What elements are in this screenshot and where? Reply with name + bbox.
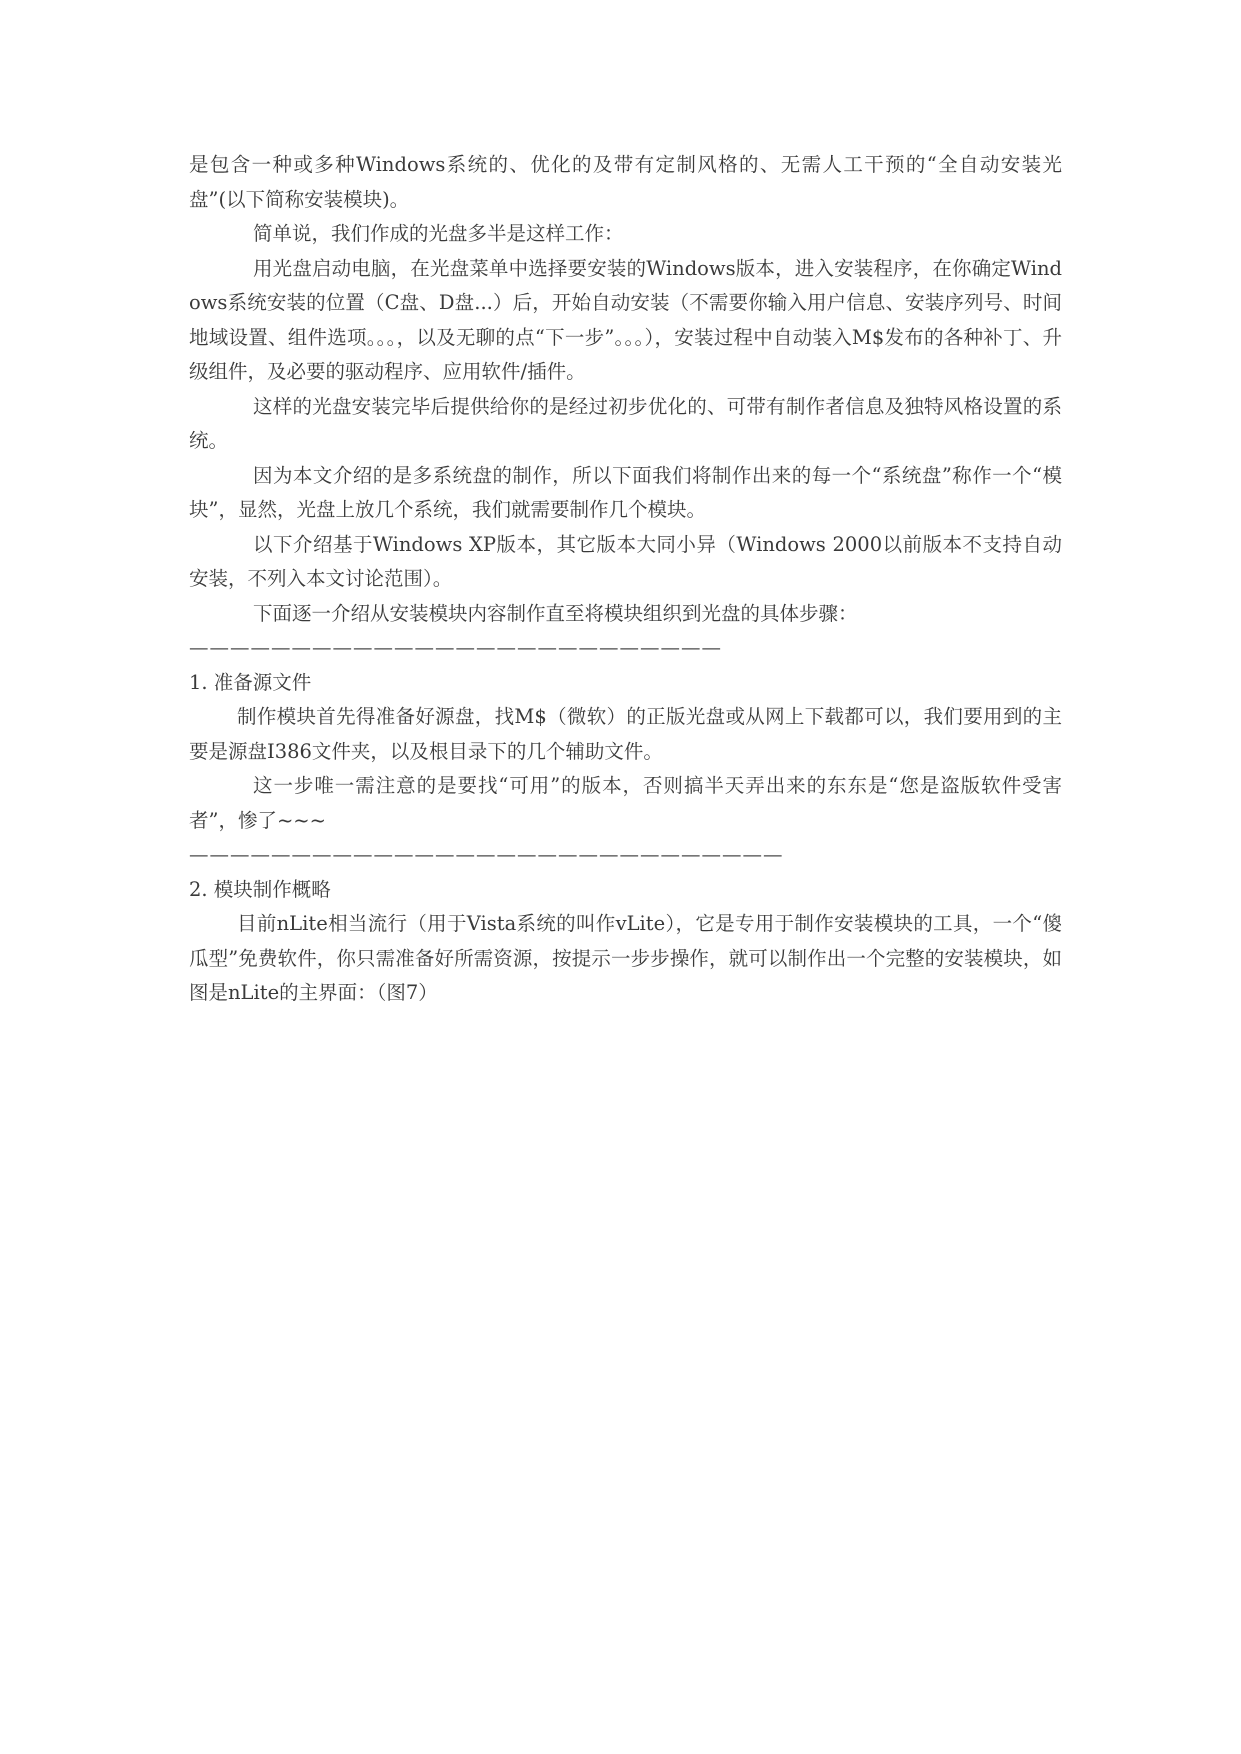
separator-line: —————————————————————————— (189, 636, 722, 659)
result-paragraph: 这样的光盘安装完毕后提供给你的是经过初步优化的、可带有制作者信息及独特风格设置的系统。 (189, 394, 1062, 452)
section-1-paragraph-source-disc: 制作模块首先得准备好源盘，找M$（微软）的正版光盘或从网上下载都可以，我们要用到的主要是源盘I386文件夹，以及根目录下的几个辅助文件。 (189, 705, 1062, 763)
workflow-paragraph: 用光盘启动电脑，在光盘菜单中选择要安装的Windows版本，进入安装程序，在你确定Windows系统安装的位置（C盘、D盘...）后，开始自动安装（不需要你输入用户信息、安装序列号、时间地域设置、组件选项。。。，以及无聊的点“下一步”。。。），安装过程中自动装入M$发布的各种补丁、升级组件，及必要的驱动程序、应用软件/插件。 (189, 256, 1062, 383)
simple-summary-line: 简单说，我们作成的光盘多半是这样工作： (253, 222, 624, 245)
version-note-paragraph: 以下介绍基于Windows XP版本，其它版本大同小异（Windows 2000以前版本不支持自动安装，不列入本文讨论范围）。 (189, 532, 1062, 590)
document-body (189, 148, 1062, 1011)
intro-paragraph: 是包含一种或多种Windows系统的、优化的及带有定制风格的、无需人工干预的“全自动安装光盘”(以下简称安装模块)。 (189, 153, 1062, 211)
separator-line: ————————————————————————————— (189, 843, 784, 866)
section-heading-module-overview: 2. 模块制作概略 (189, 877, 331, 901)
section-2-paragraph-nlite: 目前nLite相当流行（用于Vista系统的叫作vLite），它是专用于制作安装模块的工具，一个“傻瓜型”免费软件，你只需准备好所需资源，按提示一步步操作，就可以制作出一个完整的安装模块，如图是nLite的主界面：（图7） (189, 912, 1062, 1004)
module-definition-paragraph: 因为本文介绍的是多系统盘的制作，所以下面我们将制作出来的每一个“系统盘”称作一个“模块”，显然，光盘上放几个系统，我们就需要制作几个模块。 (189, 463, 1062, 521)
section-1-paragraph-usable-version: 这一步唯一需注意的是要找“可用”的版本，否则搞半天弄出来的东东是“您是盗版软件受害者”，惨了~~~ (189, 774, 1062, 832)
steps-intro-line: 下面逐一介绍从安装模块内容制作直至将模块组织到光盘的具体步骤： (253, 601, 858, 625)
section-heading-prepare-source: 1. 准备源文件 (189, 670, 312, 694)
